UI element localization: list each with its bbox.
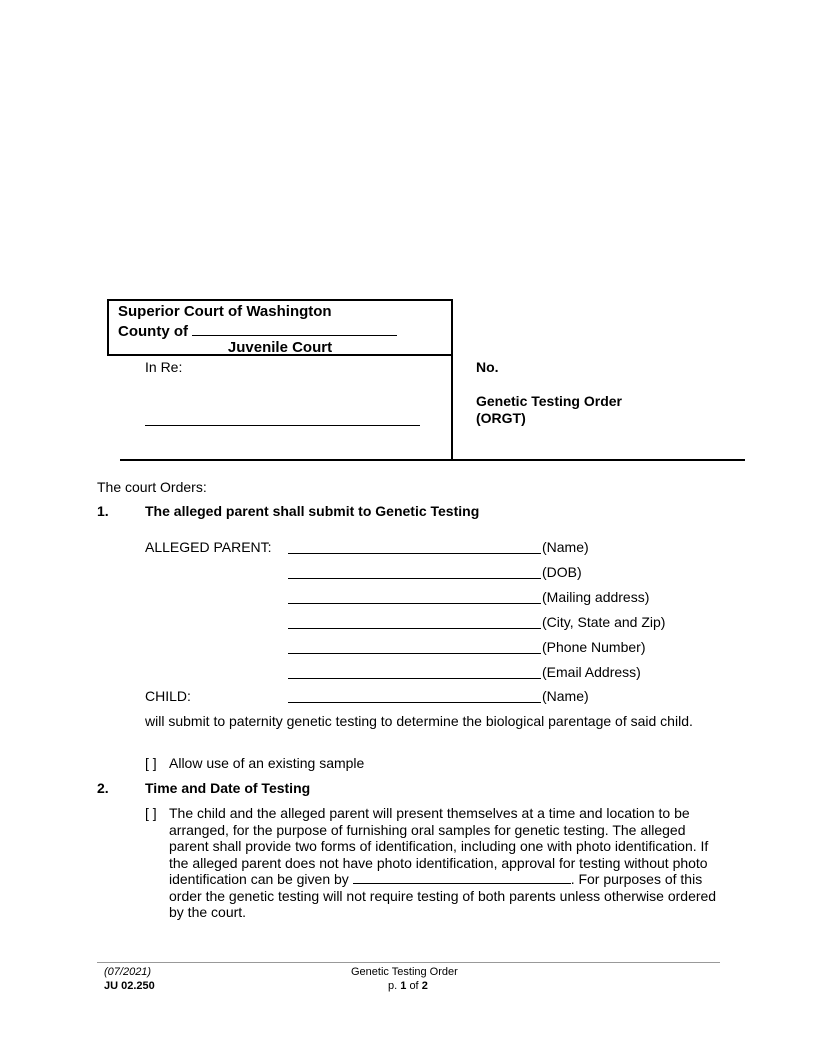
- county-blank[interactable]: [192, 321, 397, 336]
- document-code: (ORGT): [476, 410, 526, 426]
- parent-dob-label: (DOB): [542, 564, 582, 580]
- parent-city-blank[interactable]: [288, 628, 541, 629]
- existing-sample-label: Allow use of an existing sample: [169, 755, 365, 771]
- county-line: [118, 321, 397, 340]
- page-indicator: [388, 980, 428, 992]
- in-re-label: In Re:: [145, 359, 183, 375]
- child-label: CHILD:: [145, 688, 191, 704]
- caption-bottom-rule: [120, 459, 745, 461]
- form-id: JU 02.250: [104, 980, 155, 992]
- county-label: County of: [118, 323, 188, 340]
- parent-address-label: (Mailing address): [542, 589, 650, 605]
- case-number-label: No.: [476, 359, 499, 375]
- section2-heading: Time and Date of Testing: [145, 780, 311, 796]
- section1-number: 1.: [97, 503, 109, 519]
- parent-city-label: (City, State and Zip): [542, 614, 666, 630]
- child-name-label: (Name): [542, 688, 589, 704]
- testing-text: The child and the alleged parent will present themselves at a time and location to be arranged, for the purpose of furnishing oral samples for genetic testing. The alleged parent shall provide two forms of identification, including one with photo identification. If the alleged parent does not have photo identification, approval for testing without photo identification can be given by: [169, 805, 709, 887]
- footer-rule: [97, 962, 720, 963]
- parent-email-blank[interactable]: [288, 678, 541, 679]
- testing-checkbox[interactable]: [ ]: [145, 805, 157, 821]
- parent-name-label: (Name): [542, 539, 589, 555]
- footer-title: Genetic Testing Order: [351, 966, 458, 978]
- testing-text-continued: For purposes of this order the genetic testing will not require testing of both parents unless otherwise ordered by the court.: [169, 871, 717, 920]
- paternity-statement: will submit to paternity genetic testing to determine the biological parentage of said child.: [145, 713, 693, 729]
- page-of: of: [409, 980, 419, 992]
- juvenile-court: Juvenile Court: [227, 339, 333, 356]
- section2-number: 2.: [97, 780, 109, 796]
- existing-sample-checkbox[interactable]: [ ]: [145, 755, 157, 771]
- party-name-blank[interactable]: [145, 425, 420, 426]
- caption-divider: [451, 356, 453, 460]
- form-date: (07/2021): [104, 966, 152, 978]
- parent-dob-blank[interactable]: [288, 578, 541, 579]
- page-total: 2: [421, 980, 428, 992]
- approver-blank[interactable]: [353, 871, 571, 884]
- parent-email-label: (Email Address): [542, 664, 641, 680]
- parent-name-blank[interactable]: [288, 553, 541, 554]
- testing-paragraph: The child and the alleged parent will present themselves at a time and location to be arranged, for the purpose of furnishing oral samples for genetic testing. The alleged parent shall provide two forms of identification, including one with photo identification. If the alleged parent does not have photo identification, approval for testing without photo identification can be given by . For purposes of this order the genetic testing will not require testing of both parents unless otherwise ordered by the court.: [169, 805, 717, 920]
- page-current: 1: [400, 980, 407, 992]
- page-prefix: p.: [388, 980, 398, 992]
- intro-text: The court Orders:: [97, 479, 207, 495]
- court-name: Superior Court of Washington: [118, 303, 332, 320]
- parent-address-blank[interactable]: [288, 603, 541, 604]
- alleged-parent-label: ALLEGED PARENT:: [145, 539, 272, 555]
- parent-phone-blank[interactable]: [288, 653, 541, 654]
- section1-heading: The alleged parent shall submit to Genetic Testing: [145, 503, 480, 519]
- parent-phone-label: (Phone Number): [542, 639, 646, 655]
- child-name-blank[interactable]: [288, 702, 541, 703]
- document-title: Genetic Testing Order: [476, 393, 622, 409]
- court-header-box: [107, 299, 453, 356]
